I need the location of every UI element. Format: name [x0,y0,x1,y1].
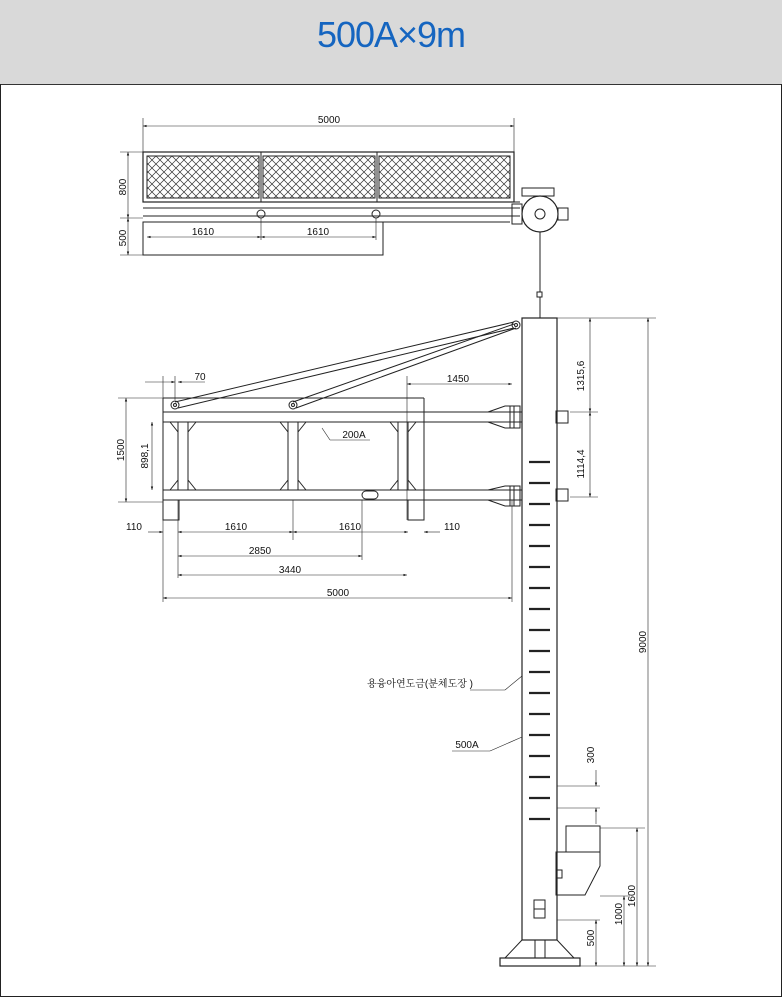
side-view [118,321,522,602]
coating-label: 용융아연도금(분체도장 ) [366,679,474,690]
step-spacing-dim: 300 [586,746,597,764]
beam-label: 200A [342,430,366,441]
base-height-dim: 500 [586,929,597,947]
top-base-height-dim: 500 [118,229,129,247]
side-overall-dim: 5000 [326,588,350,599]
side-end-left-dim: 110 [126,522,142,533]
side-1500-dim: 1500 [116,438,127,462]
top-span-1-dim: 1610 [191,227,215,238]
pole-total-height-dim: 9000 [638,630,649,654]
page-title: 500A×9m [316,14,466,55]
pipe-size-label: 500A [455,740,479,751]
side-span-1-dim: 1610 [224,522,248,533]
pole [452,318,656,966]
side-end-right-dim: 110 [444,522,460,533]
side-70-dim: 70 [194,372,206,383]
side-2850-dim: 2850 [248,546,272,557]
pole-upper-gap-dim: 1315,6 [576,360,587,392]
box-bottom-dim: 1000 [614,902,625,926]
side-span-2-dim: 1610 [338,522,362,533]
side-1450-dim: 1450 [446,374,470,385]
side-3440-dim: 3440 [278,565,302,576]
top-span-2-dim: 1610 [306,227,330,238]
box-height-dim: 1600 [627,884,638,908]
top-view [120,118,568,318]
pole-mid-gap-dim: 1114,4 [576,449,587,479]
top-mesh-height-dim: 800 [118,178,129,196]
side-898-dim: 898,1 [140,443,151,469]
top-overall-dim: 5000 [317,115,341,126]
